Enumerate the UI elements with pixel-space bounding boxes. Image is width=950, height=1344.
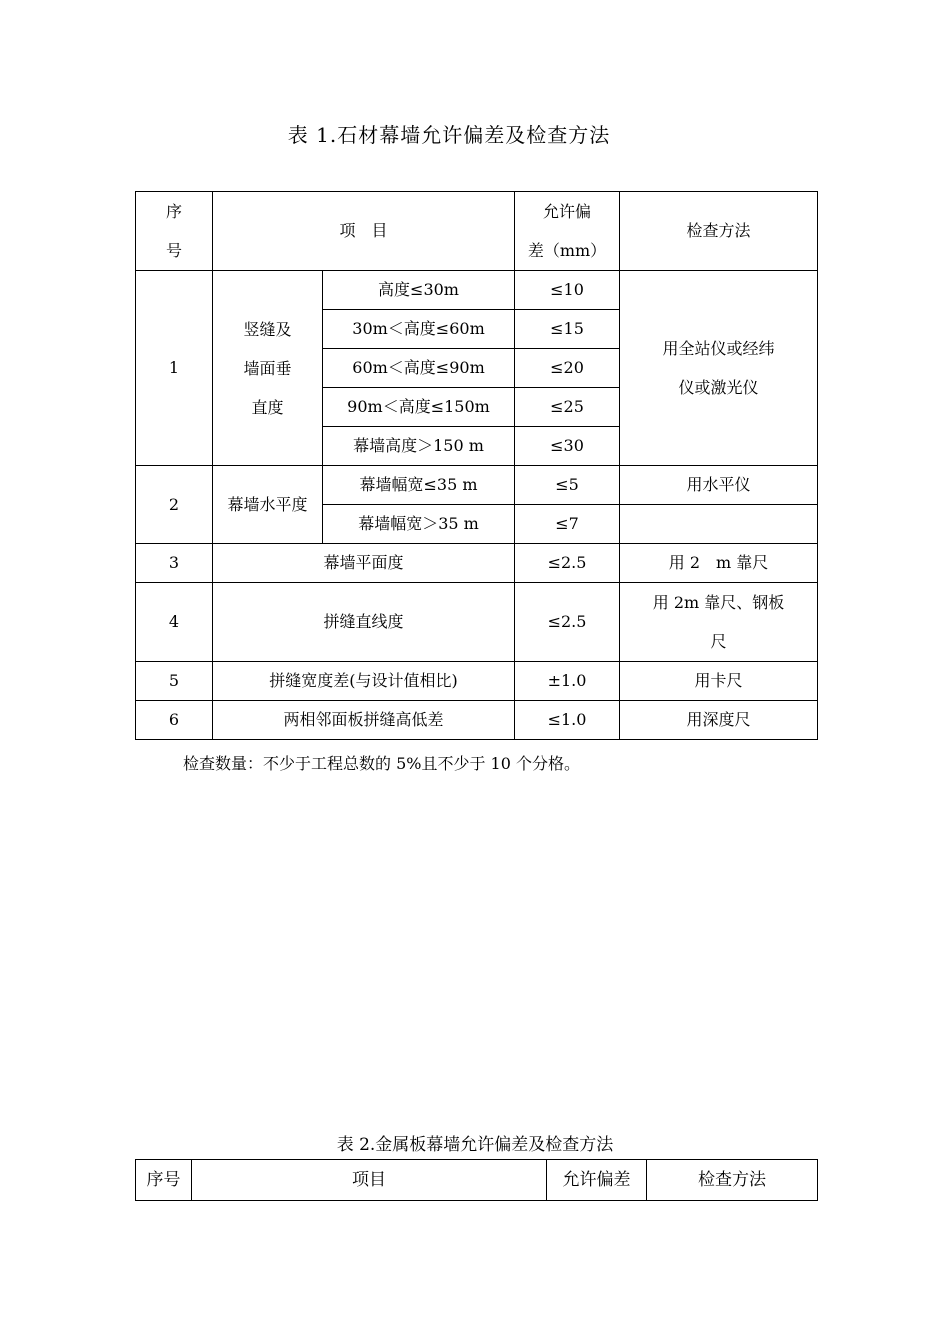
row6-item: 两相邻面板拼缝高低差 [213,701,515,740]
row5-no: 5 [136,662,213,701]
row6-no: 6 [136,701,213,740]
table-row [136,271,818,310]
header-item: 项目 [192,1160,547,1201]
row4-method: 用 2m 靠尺、钢板 尺 [620,583,818,662]
row1-tol: ≤30 [515,427,620,466]
row2-item: 幕墙水平度 [213,466,323,544]
row3-tol: ≤2.5 [515,544,620,583]
inspection-note: 检查数量：不少于工程总数的 5%且不少于 10 个分格。 [183,754,581,773]
stone-curtain-wall-table [135,191,818,740]
row2-method [620,505,818,544]
table-row [136,662,818,701]
header-item: 项 目 [213,192,515,271]
header-method: 检查方法 [620,192,818,271]
row3-method: 用 2 m 靠尺 [620,544,818,583]
row6-tol: ≤1.0 [515,701,620,740]
table-header-row [136,1160,818,1201]
row5-item: 拼缝宽度差(与设计值相比) [213,662,515,701]
header-method: 检查方法 [647,1160,818,1201]
row1-tol: ≤10 [515,271,620,310]
row5-method: 用卡尺 [620,662,818,701]
row2-tol: ≤7 [515,505,620,544]
row1-item: 竖缝及 墙面垂 直度 [213,271,323,466]
header-tolerance: 允许偏差 [547,1160,647,1201]
row1-method: 用全站仪或经纬 仪或激光仪 [620,271,818,466]
row4-tol: ≤2.5 [515,583,620,662]
header-tolerance: 允许偏 差（mm） [515,192,620,271]
table1-title: 表 1.石材幕墙允许偏差及检查方法 [287,123,611,147]
row4-no: 4 [136,583,213,662]
row6-method: 用深度尺 [620,701,818,740]
row1-sub: 高度≤30m [323,271,515,310]
row4-item: 拼缝直线度 [213,583,515,662]
row2-sub: 幕墙幅宽≤35 m [323,466,515,505]
row2-tol: ≤5 [515,466,620,505]
row3-item: 幕墙平面度 [213,544,515,583]
row2-method: 用水平仪 [620,466,818,505]
row1-tol: ≤20 [515,349,620,388]
row2-sub: 幕墙幅宽＞35 m [323,505,515,544]
table-row [136,544,818,583]
header-no: 序号 [136,1160,192,1201]
table2-title: 表 2.金属板幕墙允许偏差及检查方法 [336,1135,614,1155]
row5-tol: ±1.0 [515,662,620,701]
table-row [136,701,818,740]
row1-no: 1 [136,271,213,466]
row1-sub: 30m＜高度≤60m [323,310,515,349]
row1-sub: 幕墙高度＞150 m [323,427,515,466]
table-row [136,466,818,505]
header-no: 序 号 [136,192,213,271]
row1-sub: 60m＜高度≤90m [323,349,515,388]
table-header-row [136,192,818,271]
row1-tol: ≤15 [515,310,620,349]
row3-no: 3 [136,544,213,583]
table-row [136,583,818,662]
row1-tol: ≤25 [515,388,620,427]
row1-sub: 90m＜高度≤150m [323,388,515,427]
row2-no: 2 [136,466,213,544]
metal-curtain-wall-table [135,1159,818,1201]
